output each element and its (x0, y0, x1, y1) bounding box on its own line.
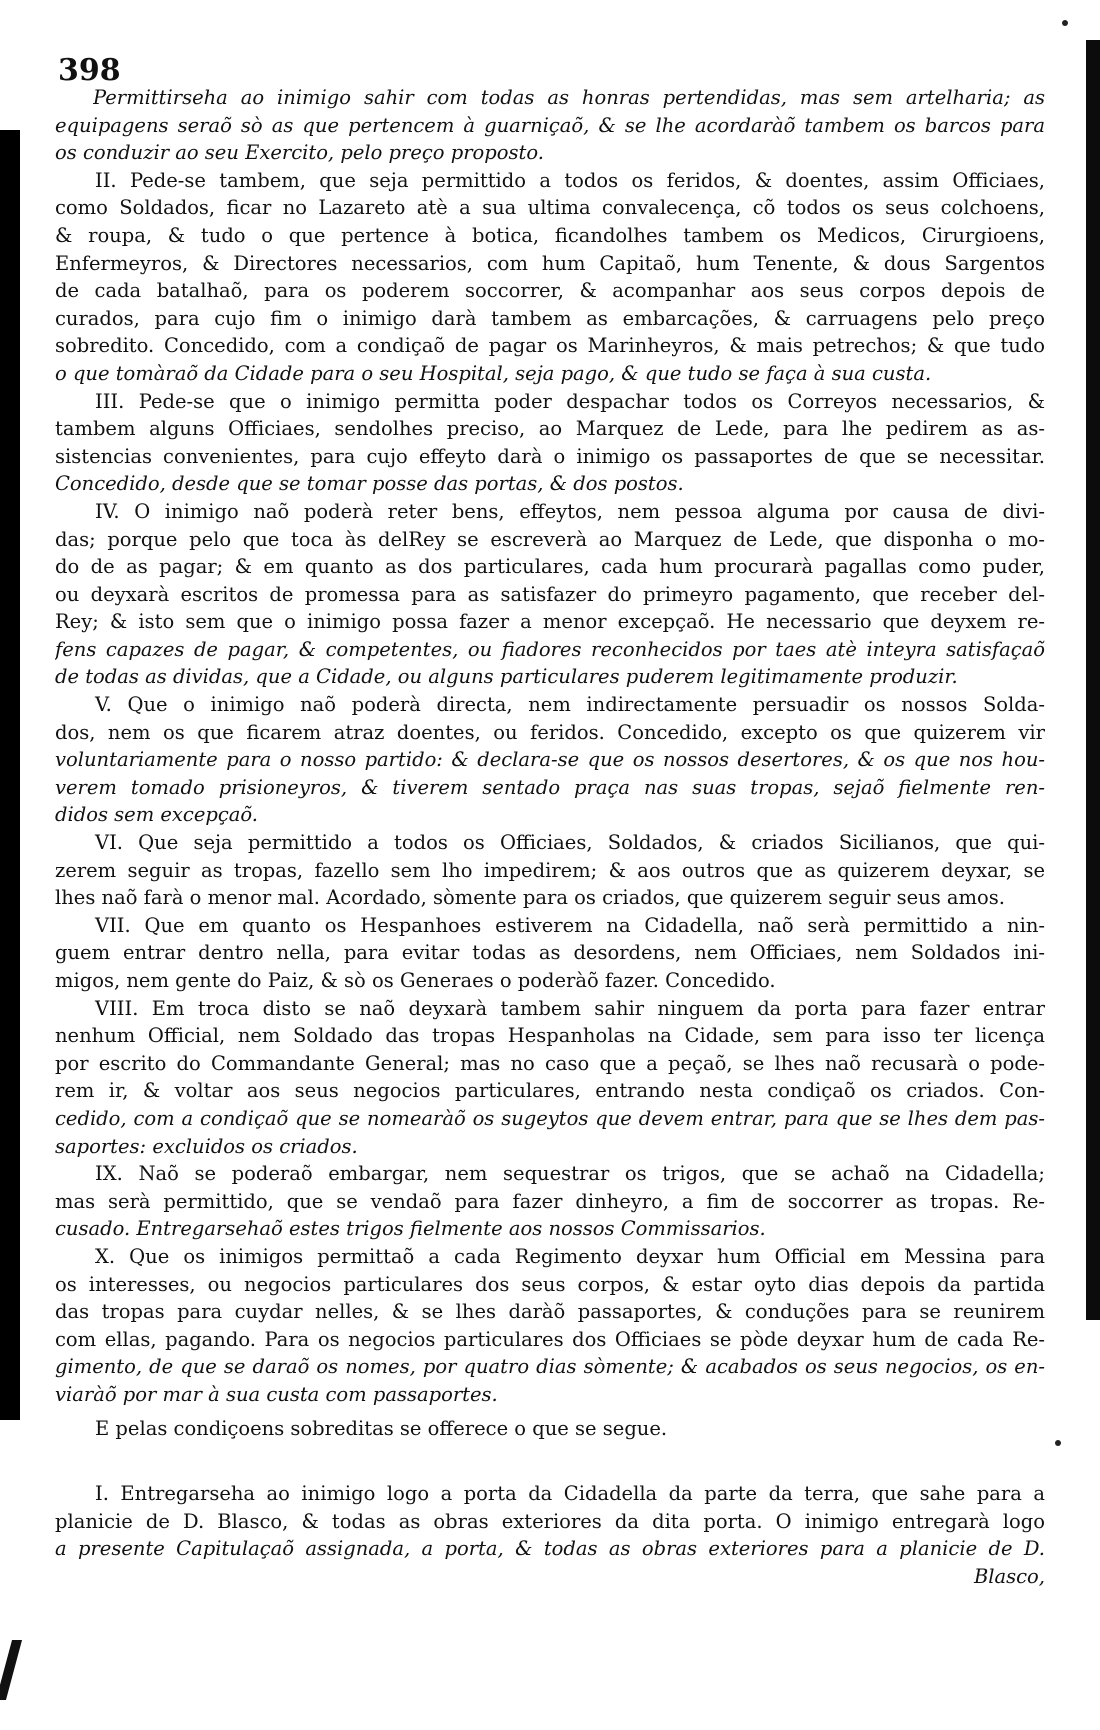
article-vi (55, 829, 1045, 912)
text-line: VI. Que seja permittido a todos os Officiaes, Soldados, & criados Sicilianos, que qui- (95, 831, 1045, 855)
text-line: VII. Que em quanto os Hespanhoes estiverem na Cidadella, naõ serà permittido a nin- (95, 913, 1045, 937)
scan-speck (1055, 1440, 1061, 1446)
text-line: dos, nem os que ficarem atraz doentes, ou feridos. Concedido, excepto os que quizerem vir (55, 720, 1045, 744)
text-line: mas serà permittido, que se vendaõ para fazer dinheyro, a fim de soccorrer as tropas. Re- (55, 1189, 1045, 1213)
article-x (55, 1243, 1045, 1409)
text-line: VIII. Em troca disto se naõ deyxarà tambem sahir ninguem da porta para fazer entrar (95, 996, 1045, 1020)
text-line: os conduzir ao seu Exercito, pelo preço proposto. (55, 141, 544, 165)
text-line: I. Entregarseha ao inimigo logo a porta da Cidadella da parte da terra, que sahe para a (95, 1482, 1045, 1506)
text-line: IV. O inimigo naõ poderà reter bens, effeytos, nem pessoa alguma por causa de divi- (95, 499, 1045, 523)
article-iv (55, 498, 1045, 691)
text-line: voluntariamente para o nosso partido: & declara-se que os nossos desertores, & os que nos hou- (55, 748, 1045, 772)
text-line: migos, nem gente do Paiz, & sò os Generaes o poderàõ fazer. Concedido. (55, 969, 776, 992)
text-line: tambem alguns Officiaes, sendolhes preciso, ao Marquez de Lede, para lhe pedirem as as- (55, 417, 1045, 441)
text-line: Rey; & isto sem que o inimigo possa fazer a menor excepçaõ. He necessario que deyxem re- (55, 610, 1045, 634)
text-line: sobredito. Concedido, com a condiçaõ de pagar os Marinheyros, & mais petrechos; & que tudo (55, 334, 1045, 358)
scan-speck (1062, 20, 1068, 26)
article-ix (55, 1160, 1045, 1243)
article-number: V. (95, 693, 112, 717)
text-line: cedido, com a condiçaõ que se nomearàõ os sugeytos que devem entrar, para que se lhes dem pas- (55, 1106, 1045, 1130)
text-line: de todas as dividas, que a Cidade, ou alguns particulares puderem legitimamente produzir. (55, 665, 958, 689)
text-line: do de as pagar; & em quanto as dos particulares, cada hum procurarà pagallas como puder, (55, 555, 1045, 579)
article-number: III. (95, 389, 125, 413)
scan-mark-left (0, 1640, 22, 1700)
article-number: II. (95, 168, 117, 192)
article-viii (55, 995, 1045, 1161)
text-line: V. Que o inimigo naõ poderà directa, nem indirectamente persuadir os nossos Solda- (95, 693, 1045, 717)
page-number: 398 (58, 53, 121, 88)
text-line: das; porque pelo que toca às delRey se escreverà ao Marquez de Lede, que disponha o mo- (55, 527, 1045, 551)
text-line: lhes naõ farà o menor mal. Acordado, sòmente para os criados, que quizerem seguir seus amos. (55, 886, 1005, 910)
text-line: de cada batalhaõ, para os poderem soccorrer, & acompanhar aos seus corpos depois de (55, 279, 1045, 303)
text-line: equipagens seraõ sò as que pertencem à guarniçaõ, & se lhe acordaràõ tambem os barcos para (55, 113, 1045, 137)
final-article-i (55, 1480, 1045, 1590)
catchword: Blasco, (973, 1564, 1045, 1588)
article-number: VII. (95, 913, 131, 937)
text-line: os interesses, ou negocios particulares dos seus corpos, & estar oyto dias depois da partida (55, 1272, 1045, 1296)
article-v (55, 691, 1045, 829)
article-vii (55, 912, 1045, 995)
text-line: IX. Naõ se poderaõ embargar, nem sequestrar os trigos, que se achaõ na Cidadella; (95, 1162, 1045, 1186)
text-line: Permittirseha ao inimigo sahir com todas as honras pertendidas, mas sem artelharia; as (93, 86, 1045, 109)
text-line: Concedido, desde que se tomar posse das portas, & dos postos. (55, 472, 684, 496)
text-line: curados, para cujo fim o inimigo darà tambem as embarcações, & carruagens pelo preço (55, 306, 1045, 330)
text-line: nenhum Official, nem Soldado das tropas Hespanholas na Cidade, sem para isso ter licença (55, 1024, 1045, 1048)
text-line: & roupa, & tudo o que pertence à botica, ficandolhes tambem os Medicos, Cirurgioens, (55, 223, 1045, 247)
article-iii (55, 388, 1045, 498)
article-number: I. (95, 1482, 109, 1506)
page-text (55, 84, 1045, 1590)
article-number: IX. (95, 1162, 123, 1186)
text-line: a presente Capitulaçaõ assignada, a porta, & todas as obras exteriores para a planicie de D. (55, 1537, 1045, 1561)
text-line: didos sem excepçaõ. (55, 803, 259, 827)
text-line: das tropas para cuydar nelles, & se lhes daràõ passaportes, & conduções para se reunirem (55, 1300, 1045, 1324)
section-gap (55, 1442, 1045, 1480)
text-line: zerem seguir as tropas, fazello sem lho impedirem; & aos outros que as quizerem deyxar, se (55, 858, 1045, 882)
article-ii (55, 167, 1045, 388)
text-line: verem tomado prisioneyros, & tiverem sentado praça nas suas tropas, sejaõ fielmente ren- (55, 775, 1045, 799)
scan-shadow-right (1086, 40, 1100, 1320)
text-line: rem ir, & voltar aos seus negocios particulares, entrando nesta condiçaõ os criados. Con- (55, 1079, 1045, 1103)
text-line: ou deyxarà escritos de promessa para as satisfazer do primeyro pagamento, que receber del- (55, 582, 1045, 606)
text-line: o que tomàraõ da Cidade para o seu Hospital, seja pago, & que tudo se faça à sua custa. (55, 361, 932, 385)
intro-paragraph-cont (55, 112, 1045, 167)
text-line: saportes: excluidos os criados. (55, 1134, 358, 1158)
text-line: viaràõ por mar à sua custa com passaportes. (55, 1382, 498, 1406)
text-line: como Soldados, ficar no Lazareto atè a sua ultima convalecença, cõ todos os seus colchoens, (55, 196, 1045, 220)
text-line: por escrito do Commandante General; mas no caso que a peçaõ, se lhes naõ recusarà o pode- (55, 1051, 1045, 1075)
text-line: gimento, de que se daraõ os nomes, por quatro dias sòmente; & acabados os seus negocios, os en- (55, 1355, 1045, 1379)
closing-statement (55, 1415, 1045, 1443)
text-line: fens capazes de pagar, & competentes, ou fiadores reconhecidos por taes atè inteyra satisfaçaõ (55, 637, 1045, 661)
article-number: IV. (95, 499, 120, 523)
article-number: X. (95, 1244, 116, 1268)
text-line: sistencias convenientes, para cujo effeyto darà o inimigo os passaportes de que se necessitar. (55, 444, 1045, 468)
scan-shadow-left (0, 130, 20, 1420)
article-number: VI. (95, 831, 123, 855)
text-line: guem entrar dentro nella, para evitar todas as desordens, nem Officiaes, nem Soldados ini- (55, 941, 1045, 965)
text-line: com ellas, pagando. Para os negocios particulares dos Officiaes se pòde deyxar hum de cada Re- (55, 1327, 1045, 1351)
text-line: planicie de D. Blasco, & todas as obras exteriores da dita porta. O inimigo entregarà logo (55, 1509, 1045, 1533)
text-line: Enfermeyros, & Directores necessarios, com hum Capitaõ, hum Tenente, & dous Sargentos (55, 251, 1045, 275)
article-number: VIII. (95, 996, 139, 1020)
text-line: X. Que os inimigos permittaõ a cada Regimento deyxar hum Official em Messina para (95, 1244, 1045, 1268)
text-line: cusado. Entregarsehaõ estes trigos fielmente aos nossos Commissarios. (55, 1217, 766, 1241)
text-line: E pelas condiçoens sobreditas se offerece o que se segue. (95, 1416, 668, 1440)
intro-paragraph (55, 84, 1045, 112)
text-line: III. Pede-se que o inimigo permitta poder despachar todos os Correyos necessarios, & (95, 389, 1045, 413)
text-line: II. Pede-se tambem, que seja permittido a todos os feridos, & doentes, assim Officiaes, (95, 168, 1045, 192)
